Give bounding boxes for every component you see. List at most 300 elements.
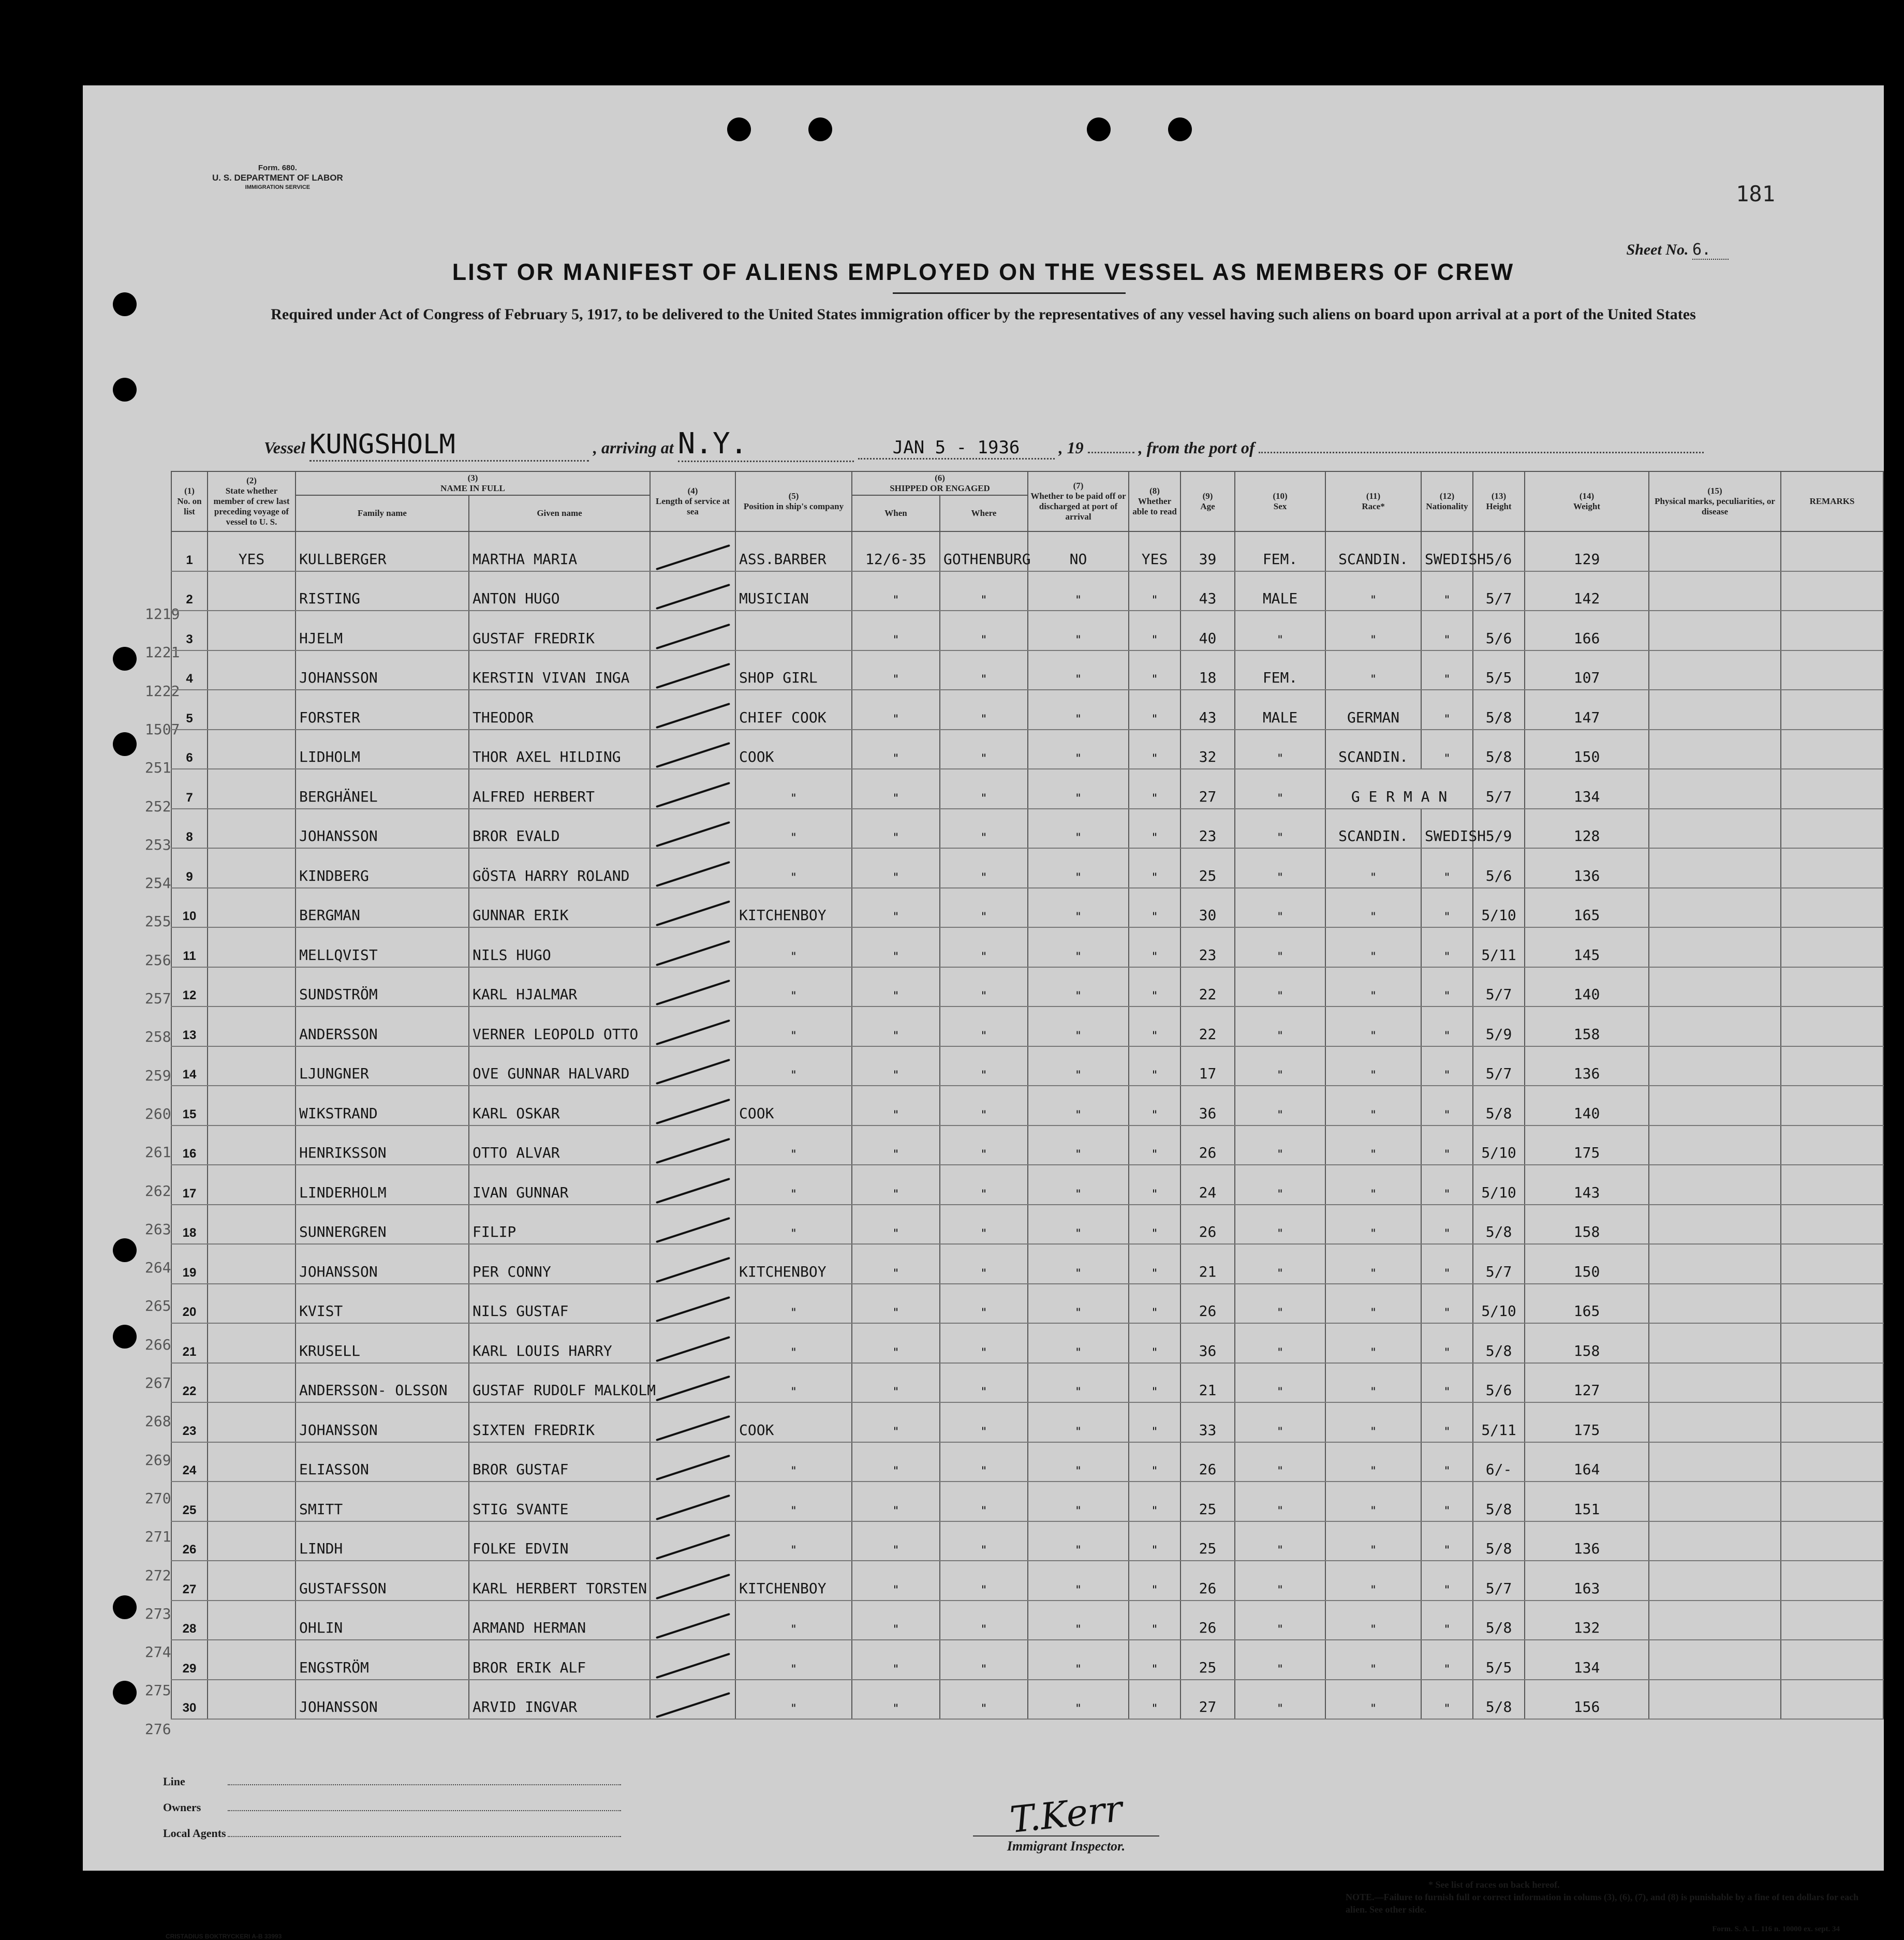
sex-cell: ": [1235, 1126, 1325, 1165]
nationality-cell: ": [1421, 1205, 1473, 1245]
paid-off-cell: ": [1028, 1521, 1129, 1561]
margin-number: 273: [145, 1605, 171, 1622]
punch-hole: [113, 732, 137, 756]
col-no-on-list: (1) No. on list: [171, 471, 208, 531]
nationality-cell: ": [1421, 927, 1473, 967]
col-position: (5) Position in ship's company: [735, 471, 852, 531]
margin-number: 275: [145, 1682, 171, 1699]
able-read-cell: ": [1129, 1046, 1180, 1086]
family-name-cell: KINDBERG: [296, 848, 469, 888]
able-read-cell: ": [1129, 1205, 1180, 1245]
service-length-cell: [650, 927, 735, 967]
table-row: [171, 1244, 1883, 1284]
service-tick-mark: [656, 544, 730, 570]
position-cell: KITCHENBOY: [735, 1244, 852, 1284]
col-when: When: [852, 495, 940, 531]
position-cell: KITCHENBOY: [735, 888, 852, 928]
physical-cell: [1649, 888, 1781, 928]
margin-number: 251: [145, 759, 171, 777]
form-number: Form. 680.: [258, 164, 297, 172]
given-name-cell: VERNER LEOPOLD OTTO: [469, 1006, 650, 1046]
able-read-cell: ": [1129, 1006, 1180, 1046]
shipped-where-cell: ": [940, 1482, 1028, 1521]
sex-cell: ": [1235, 1482, 1325, 1521]
remarks-cell: [1781, 1363, 1883, 1403]
sex-cell: ": [1235, 967, 1325, 1007]
shipped-when-cell: ": [852, 1046, 940, 1086]
weight-cell: 156: [1525, 1680, 1649, 1720]
margin-number: 255: [145, 913, 171, 930]
age-cell: 17: [1180, 1046, 1235, 1086]
service-tick-mark: [656, 1296, 730, 1322]
position-cell: ": [735, 927, 852, 967]
crew-table: [171, 471, 1884, 1720]
given-name-cell: GUSTAF RUDOLF MALKOLM: [469, 1363, 650, 1403]
table-row: [171, 769, 1883, 809]
height-cell: 5/8: [1473, 1680, 1525, 1720]
able-read-cell: ": [1129, 1561, 1180, 1601]
service-tick-mark: [656, 1375, 730, 1401]
shipped-when-cell: ": [852, 690, 940, 730]
age-cell: 26: [1180, 1126, 1235, 1165]
given-name-cell: PER CONNY: [469, 1244, 650, 1284]
shipped-where-cell: ": [940, 1521, 1028, 1561]
col-name-in-full: (3) NAME IN FULL: [296, 471, 650, 495]
sex-cell: ": [1235, 1006, 1325, 1046]
able-read-cell: ": [1129, 650, 1180, 690]
age-cell: 23: [1180, 927, 1235, 967]
race-cell: ": [1325, 967, 1421, 1007]
shipped-when-cell: ": [852, 1086, 940, 1126]
local-agents-field: Local Agents: [163, 1827, 621, 1840]
remarks-cell: [1781, 690, 1883, 730]
prev-voyage-cell: [208, 1521, 296, 1561]
service-length-cell: [650, 1323, 735, 1363]
physical-cell: [1649, 1244, 1781, 1284]
family-name-cell: HJELM: [296, 611, 469, 650]
punch-hole: [113, 1595, 137, 1619]
able-read-cell: ": [1129, 1244, 1180, 1284]
position-cell: CHIEF COOK: [735, 690, 852, 730]
age-cell: 18: [1180, 650, 1235, 690]
row-number: 18: [171, 1205, 208, 1245]
service-tick-mark: [656, 980, 730, 1005]
age-cell: 24: [1180, 1165, 1235, 1205]
given-name-cell: ALFRED HERBERT: [469, 769, 650, 809]
position-cell: ": [735, 1126, 852, 1165]
family-name-cell: JOHANSSON: [296, 1244, 469, 1284]
shipped-when-cell: ": [852, 1601, 940, 1640]
position-cell: ": [735, 1046, 852, 1086]
from-port-label: , from the port of: [1138, 438, 1255, 457]
sheet-number: [1627, 241, 1729, 260]
prev-voyage-cell: [208, 1006, 296, 1046]
arriving-label: , arriving at: [593, 438, 674, 457]
row-number: 11: [171, 927, 208, 967]
race-cell: ": [1325, 1442, 1421, 1482]
shipped-when-cell: 12/6-35: [852, 531, 940, 571]
service-length-cell: [650, 1680, 735, 1720]
margin-number: 270: [145, 1489, 171, 1507]
table-row: [171, 927, 1883, 967]
weight-cell: 136: [1525, 1046, 1649, 1086]
paid-off-cell: ": [1028, 967, 1129, 1007]
shipped-when-cell: ": [852, 809, 940, 849]
table-row: [171, 690, 1883, 730]
service-length-cell: [650, 769, 735, 809]
able-read-cell: ": [1129, 1601, 1180, 1640]
race-cell: ": [1325, 1561, 1421, 1601]
punch-hole: [113, 1238, 137, 1262]
printer-mark: CRISTADIUS BOKTRYCKERI A-B 33993: [166, 1933, 282, 1940]
able-read-cell: ": [1129, 769, 1180, 809]
nationality-cell: ": [1421, 1323, 1473, 1363]
nationality-cell: ": [1421, 1284, 1473, 1324]
remarks-cell: [1781, 1640, 1883, 1680]
shipped-where-cell: GOTHENBURG: [940, 531, 1028, 571]
table-row: [171, 1205, 1883, 1245]
table-row: [171, 1284, 1883, 1324]
age-cell: 23: [1180, 809, 1235, 849]
paid-off-cell: ": [1028, 1640, 1129, 1680]
prev-voyage-cell: [208, 571, 296, 611]
position-cell: ": [735, 1323, 852, 1363]
given-name-cell: KARL OSKAR: [469, 1086, 650, 1126]
sex-cell: ": [1235, 769, 1325, 809]
service-length-cell: [650, 848, 735, 888]
row-number: 19: [171, 1244, 208, 1284]
able-read-cell: ": [1129, 730, 1180, 769]
nationality-cell: ": [1421, 1086, 1473, 1126]
service-length-cell: [650, 1006, 735, 1046]
margin-number: 254: [145, 875, 171, 892]
weight-cell: 158: [1525, 1006, 1649, 1046]
nationality-cell: ": [1421, 571, 1473, 611]
punch-hole: [808, 117, 832, 141]
shipped-where-cell: ": [940, 967, 1028, 1007]
weight-cell: 143: [1525, 1165, 1649, 1205]
paid-off-cell: ": [1028, 1165, 1129, 1205]
table-row: [171, 1086, 1883, 1126]
margin-number: 256: [145, 951, 171, 969]
shipped-where-cell: ": [940, 1244, 1028, 1284]
shipped-when-cell: ": [852, 1126, 940, 1165]
service-tick-mark: [656, 1573, 730, 1599]
weight-cell: 175: [1525, 1126, 1649, 1165]
service-tick-mark: [656, 1019, 730, 1045]
inspector-caption: Immigrant Inspector.: [973, 1835, 1159, 1854]
position-cell: ": [735, 1601, 852, 1640]
height-cell: 5/5: [1473, 1640, 1525, 1680]
able-read-cell: ": [1129, 1086, 1180, 1126]
given-name-cell: FOLKE EDVIN: [469, 1521, 650, 1561]
given-name-cell: THEODOR: [469, 690, 650, 730]
table-row: [171, 1126, 1883, 1165]
paid-off-cell: ": [1028, 1402, 1129, 1442]
service-tick-mark: [656, 663, 730, 689]
race-cell: SCANDIN.: [1325, 531, 1421, 571]
position-cell: ": [735, 1284, 852, 1324]
service-tick-mark: [656, 1494, 730, 1520]
service-tick-mark: [656, 1534, 730, 1560]
prev-voyage-cell: [208, 967, 296, 1007]
height-cell: 5/6: [1473, 1363, 1525, 1403]
race-cell: ": [1325, 1601, 1421, 1640]
position-cell: KITCHENBOY: [735, 1561, 852, 1601]
physical-cell: [1649, 1165, 1781, 1205]
shipped-when-cell: ": [852, 571, 940, 611]
physical-cell: [1649, 1640, 1781, 1680]
remarks-cell: [1781, 1442, 1883, 1482]
weight-cell: 158: [1525, 1205, 1649, 1245]
given-name-cell: THOR AXEL HILDING: [469, 730, 650, 769]
position-cell: ": [735, 1521, 852, 1561]
position-cell: ": [735, 1482, 852, 1521]
service-tick-mark: [656, 1177, 730, 1203]
service-tick-mark: [656, 940, 730, 966]
nationality-cell: ": [1421, 1601, 1473, 1640]
service-length-cell: [650, 1561, 735, 1601]
prev-voyage-cell: [208, 690, 296, 730]
table-row: [171, 730, 1883, 769]
col-family-name: Family name: [296, 495, 469, 531]
height-cell: 5/7: [1473, 571, 1525, 611]
age-cell: 36: [1180, 1086, 1235, 1126]
margin-number: 268: [145, 1413, 171, 1430]
shipped-where-cell: ": [940, 650, 1028, 690]
position-cell: COOK: [735, 1086, 852, 1126]
shipped-when-cell: ": [852, 1680, 940, 1720]
shipped-when-cell: ": [852, 1521, 940, 1561]
family-name-cell: LIDHOLM: [296, 730, 469, 769]
prev-voyage-cell: [208, 730, 296, 769]
service-length-cell: [650, 730, 735, 769]
height-cell: 5/8: [1473, 1323, 1525, 1363]
family-name-cell: KRUSELL: [296, 1323, 469, 1363]
given-name-cell: SIXTEN FREDRIK: [469, 1402, 650, 1442]
physical-cell: [1649, 1601, 1781, 1640]
paid-off-cell: ": [1028, 1046, 1129, 1086]
physical-cell: [1649, 848, 1781, 888]
height-cell: 5/7: [1473, 769, 1525, 809]
remarks-cell: [1781, 967, 1883, 1007]
service-tick-mark: [656, 1455, 730, 1480]
physical-cell: [1649, 1284, 1781, 1324]
remarks-cell: [1781, 1205, 1883, 1245]
inspector-signature: T.Kerr: [1008, 1787, 1125, 1842]
race-cell: ": [1325, 1126, 1421, 1165]
prev-voyage-cell: [208, 1126, 296, 1165]
race-note: * See list of races on back hereof.: [1428, 1879, 1560, 1890]
height-cell: 5/9: [1473, 1006, 1525, 1046]
from-port-value: [1259, 452, 1704, 453]
shipped-when-cell: ": [852, 730, 940, 769]
service-name: IMMIGRATION SERVICE: [245, 184, 311, 190]
nationality-cell: ": [1421, 848, 1473, 888]
paid-off-cell: ": [1028, 927, 1129, 967]
service-length-cell: [650, 809, 735, 849]
service-length-cell: [650, 1284, 735, 1324]
nationality-cell: ": [1421, 1521, 1473, 1561]
row-number: 29: [171, 1640, 208, 1680]
race-cell: ": [1325, 1006, 1421, 1046]
shipped-where-cell: ": [940, 1442, 1028, 1482]
vessel-name: KUNGSHOLM: [309, 429, 589, 462]
inspector-signature-block: [973, 1787, 1159, 1854]
able-read-cell: ": [1129, 1442, 1180, 1482]
nationality-cell: ": [1421, 650, 1473, 690]
nationality-cell: SWEDISH: [1421, 809, 1473, 849]
row-number: 14: [171, 1046, 208, 1086]
nationality-cell: ": [1421, 1561, 1473, 1601]
shipped-when-cell: ": [852, 1442, 940, 1482]
shipped-when-cell: ": [852, 1561, 940, 1601]
height-cell: 5/8: [1473, 1086, 1525, 1126]
given-name-cell: FILIP: [469, 1205, 650, 1245]
race-cell: ": [1325, 1046, 1421, 1086]
weight-cell: 128: [1525, 809, 1649, 849]
service-length-cell: [650, 1402, 735, 1442]
table-row: [171, 848, 1883, 888]
position-cell: ": [735, 1442, 852, 1482]
department-name: U. S. DEPARTMENT OF LABOR: [212, 173, 343, 183]
height-cell: 5/9: [1473, 809, 1525, 849]
service-tick-mark: [656, 1652, 730, 1678]
able-read-cell: ": [1129, 1482, 1180, 1521]
service-length-cell: [650, 967, 735, 1007]
service-length-cell: [650, 650, 735, 690]
table-row: [171, 1482, 1883, 1521]
race-cell: ": [1325, 927, 1421, 967]
weight-cell: 151: [1525, 1482, 1649, 1521]
physical-cell: [1649, 730, 1781, 769]
able-read-cell: ": [1129, 848, 1180, 888]
family-name-cell: JOHANSSON: [296, 1680, 469, 1720]
position-cell: ASS.BARBER: [735, 531, 852, 571]
col-height: (13) Height: [1473, 471, 1525, 531]
prev-voyage-cell: [208, 1284, 296, 1324]
position-cell: ": [735, 1680, 852, 1720]
margin-number: 274: [145, 1643, 171, 1661]
penalty-note: NOTE.—Failure to furnish full or correct information in colums (3), (6), (7), and (8) is punishable by a fine of ten dollars for each alien. See other side.: [1346, 1892, 1859, 1915]
paid-off-cell: ": [1028, 730, 1129, 769]
shipped-where-cell: ": [940, 690, 1028, 730]
service-length-cell: [650, 1363, 735, 1403]
service-tick-mark: [656, 1613, 730, 1639]
title-rule: [893, 292, 1126, 294]
physical-cell: [1649, 1086, 1781, 1126]
given-name-cell: MARTHA MARIA: [469, 531, 650, 571]
shipped-when-cell: ": [852, 650, 940, 690]
given-name-cell: KERSTIN VIVAN INGA: [469, 650, 650, 690]
table-row: [171, 888, 1883, 928]
prev-voyage-cell: [208, 848, 296, 888]
col-paid-off: (7) Whether to be paid off or discharged at port of arrival: [1028, 471, 1129, 531]
paid-off-cell: ": [1028, 809, 1129, 849]
remarks-cell: [1781, 1126, 1883, 1165]
table-row: [171, 1402, 1883, 1442]
margin-number: 271: [145, 1528, 171, 1546]
table-row: [171, 1442, 1883, 1482]
nationality-cell: ": [1421, 1442, 1473, 1482]
height-cell: 5/10: [1473, 1126, 1525, 1165]
paid-off-cell: ": [1028, 1363, 1129, 1403]
service-length-cell: [650, 1244, 735, 1284]
service-length-cell: [650, 690, 735, 730]
col-remarks: REMARKS: [1781, 471, 1883, 531]
age-cell: 26: [1180, 1601, 1235, 1640]
margin-number: 262: [145, 1182, 171, 1199]
position-cell: ": [735, 967, 852, 1007]
sex-cell: ": [1235, 1323, 1325, 1363]
margin-number: 261: [145, 1144, 171, 1161]
height-cell: 5/10: [1473, 888, 1525, 928]
age-cell: 36: [1180, 1323, 1235, 1363]
shipped-where-cell: ": [940, 1561, 1028, 1601]
sex-cell: ": [1235, 730, 1325, 769]
sex-cell: ": [1235, 1244, 1325, 1284]
row-number: 22: [171, 1363, 208, 1403]
row-number: 7: [171, 769, 208, 809]
weight-cell: 147: [1525, 690, 1649, 730]
row-number: 27: [171, 1561, 208, 1601]
table-row: [171, 1046, 1883, 1086]
age-cell: 30: [1180, 888, 1235, 928]
row-number: 10: [171, 888, 208, 928]
family-name-cell: LINDERHOLM: [296, 1165, 469, 1205]
height-cell: 5/6: [1473, 531, 1525, 571]
weight-cell: 132: [1525, 1601, 1649, 1640]
service-tick-mark: [656, 702, 730, 728]
position-cell: MUSICIAN: [735, 571, 852, 611]
height-cell: 5/8: [1473, 1482, 1525, 1521]
service-tick-mark: [656, 584, 730, 610]
service-length-cell: [650, 1521, 735, 1561]
sex-cell: ": [1235, 1640, 1325, 1680]
weight-cell: 166: [1525, 611, 1649, 650]
remarks-cell: [1781, 1561, 1883, 1601]
remarks-cell: [1781, 1086, 1883, 1126]
col-where: Where: [940, 495, 1028, 531]
given-name-cell: BROR EVALD: [469, 809, 650, 849]
given-name-cell: ARMAND HERMAN: [469, 1601, 650, 1640]
prev-voyage-cell: [208, 1640, 296, 1680]
table-row: [171, 611, 1883, 650]
age-cell: 26: [1180, 1205, 1235, 1245]
shipped-where-cell: ": [940, 1640, 1028, 1680]
height-cell: 5/7: [1473, 1561, 1525, 1601]
service-tick-mark: [656, 1098, 730, 1124]
row-number: 23: [171, 1402, 208, 1442]
col-nationality: (12) Nationality: [1421, 471, 1473, 531]
sex-cell: ": [1235, 1601, 1325, 1640]
weight-cell: 136: [1525, 1521, 1649, 1561]
paid-off-cell: ": [1028, 888, 1129, 928]
shipped-where-cell: ": [940, 888, 1028, 928]
service-tick-mark: [656, 1217, 730, 1243]
service-length-cell: [650, 1442, 735, 1482]
service-tick-mark: [656, 1138, 730, 1164]
family-name-cell: FORSTER: [296, 690, 469, 730]
physical-cell: [1649, 1680, 1781, 1720]
paid-off-cell: ": [1028, 1482, 1129, 1521]
sex-cell: ": [1235, 1165, 1325, 1205]
shipped-where-cell: ": [940, 1126, 1028, 1165]
physical-cell: [1649, 1482, 1781, 1521]
sex-cell: ": [1235, 1442, 1325, 1482]
service-tick-mark: [656, 821, 730, 847]
service-length-cell: [650, 1205, 735, 1245]
